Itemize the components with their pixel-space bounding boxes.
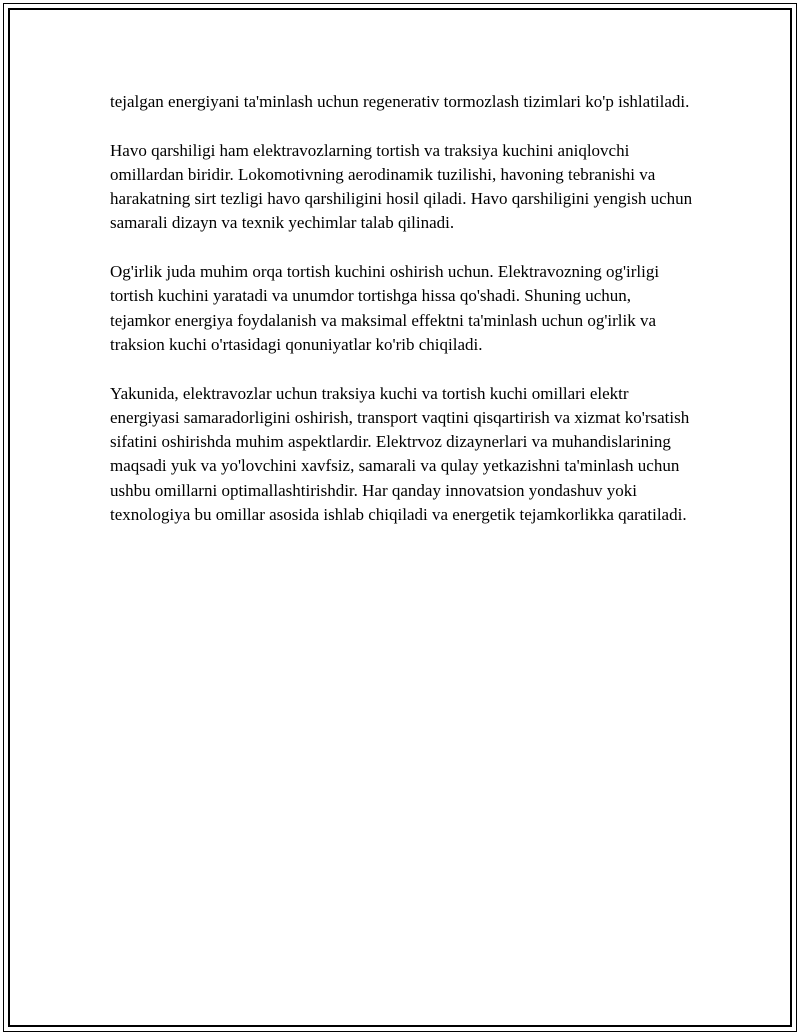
paragraph-air-resistance: Havo qarshiligi ham elektravozlarning tortish va traksiya kuchini aniqlovchi omillardan biridir. Lokomotivning aerodinamik tuzilishi, havoning tebranishi va harakatning sirt tezligi havo qarshiligini hosil qiladi. Havo qarshiligini yengish uchun samarali dizayn va texnik yechimlar talab qilinadi. [110, 140, 693, 233]
paragraph-conclusion: Yakunida, elektravozlar uchun traksiya kuchi va tortish kuchi omillari elektr energiyasi samaradorligini oshirish, transport vaqtini qisqartirish va xizmat ko'rsatish sifatini oshirishda muhim aspektlardir. Elektrvoz dizaynerlari va muhandislarining maqsadi yuk va yo'lovchini xavfsiz, samarali va qulay yetkazishni ta'minlash uchun ushbu omillarni optimallashtirishdir. Har qanday innovatsion yondashuv yoki texnologiya bu omillar asosida ishlab chiqiladi va energetik tejamkorlikka qaratiladi. [110, 383, 690, 525]
paragraph-regenerative-braking: tejalgan energiyani ta'minlash uchun regenerativ tormozlash tizimlari ko'p ishlatiladi. [110, 92, 690, 111]
paragraph-weight: Og'irlik juda muhim orqa tortish kuchini oshirish uchun. Elektravozning og'irligi tortish kuchini yaratadi va unumdor tortishga hissa qo'shadi. Shuning uchun, tejamkor energiya foydalanish va maksimal effektni ta'minlash uchun og'irlik va traksion kuchi o'rtasidagi qonuniyatlar ko'rib chiqiladi. [110, 262, 660, 354]
document-body [110, 90, 694, 552]
